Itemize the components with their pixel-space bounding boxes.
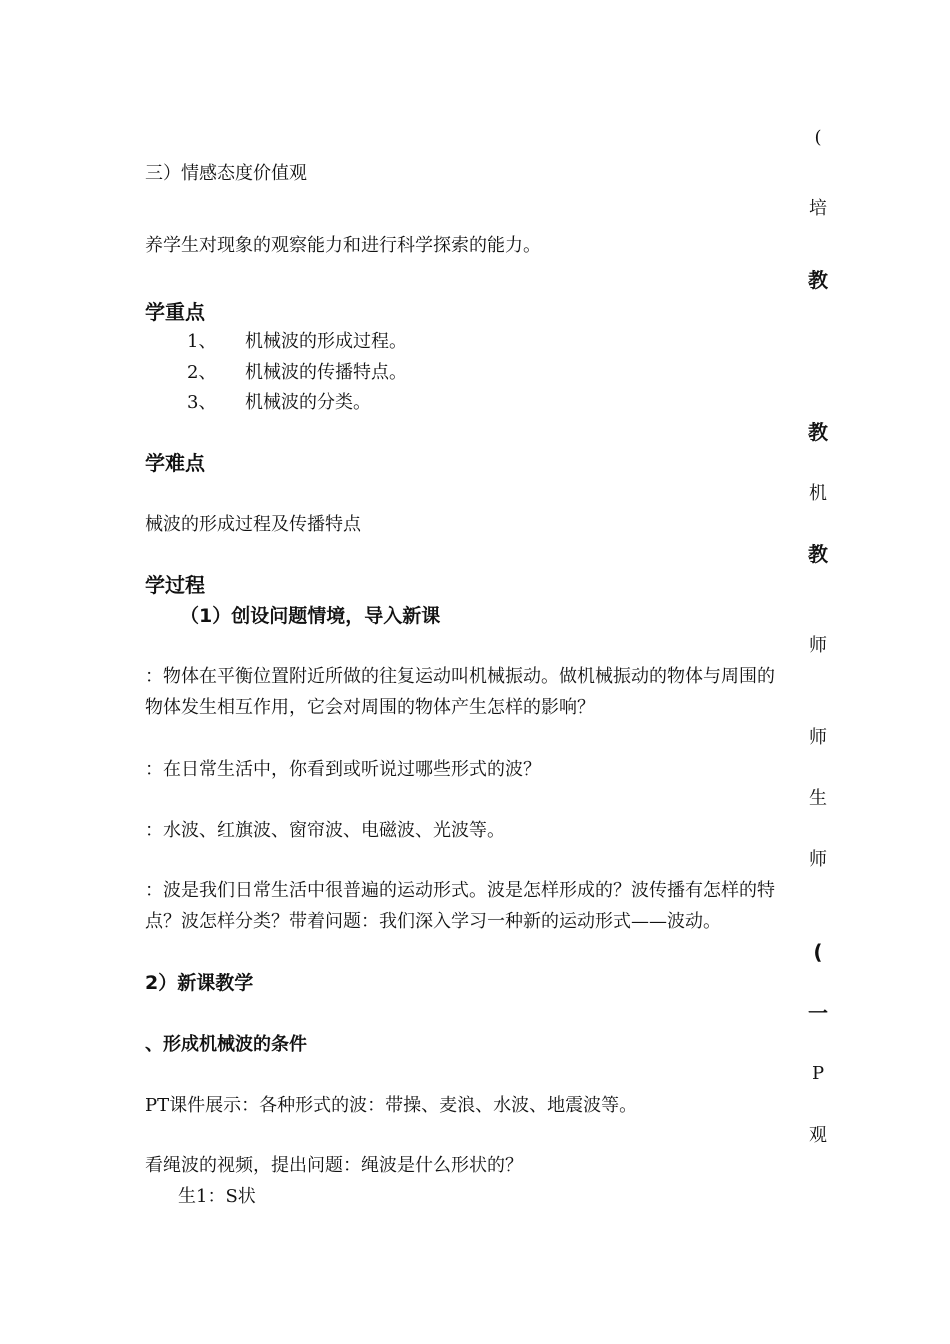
attitude-text: 养学生对现象的观察能力和进行科学探索的能力。 [145,235,541,256]
step1-heading: （1）创设问题情境，导入新课 [180,605,441,627]
margin-char: ( [813,940,823,964]
margin-char: ( [814,127,822,148]
paragraph-line: ：水波、红旗波、窗帘波、电磁波、光波等。 [145,820,505,841]
key-point-text: 机械波的形成过程。 [245,331,407,352]
student-answer: 生1：S状 [178,1186,256,1207]
margin-char: 教 [808,542,828,566]
margin-char: 生 [809,788,827,809]
key-point-item [187,361,407,385]
paragraph-line: 物体发生相互作用，它会对周围的物体产生怎样的影响？ [145,697,595,718]
key-point-number: 3、 [187,392,217,413]
paragraph-line: 点？波怎样分类？带着问题：我们深入学习一种新的运动形式——波动。 [145,911,721,932]
difficult-heading: 学难点 [145,451,205,475]
step2-heading: 2）新课教学 [145,972,254,994]
key-point-item [187,391,371,415]
difficult-text: 械波的形成过程及传播特点 [145,514,361,535]
paragraph-line: PT课件展示：各种形式的波：带操、麦浪、水波、地震波等。 [145,1095,638,1116]
key-point-text: 机械波的传播特点。 [245,362,407,383]
margin-char: 师 [809,727,827,748]
paragraph-line: ：在日常生活中，你看到或听说过哪些形式的波？ [145,759,541,780]
paragraph-line: ：波是我们日常生活中很普遍的运动形式。波是怎样形成的？波传播有怎样的特 [145,880,775,901]
margin-char: 教 [808,268,828,292]
margin-char: 师 [809,849,827,870]
key-point-number: 1、 [187,331,217,352]
section-attitude: 三）情感态度价值观 [145,163,307,184]
margin-char: 培 [809,198,827,219]
key-point-number: 2、 [187,362,217,383]
key-points-heading: 学重点 [145,300,205,324]
margin-char: P [811,1063,825,1084]
process-heading: 学过程 [145,573,205,597]
margin-char: 观 [809,1125,827,1146]
key-point-item [187,330,407,354]
paragraph-line: 看绳波的视频，提出问题：绳波是什么形状的？ [145,1155,523,1176]
margin-char: 教 [808,420,828,444]
paragraph-line: ：物体在平衡位置附近所做的往复运动叫机械振动。做机械振动的物体与周围的 [145,666,775,687]
margin-char: 一 [808,1001,828,1025]
margin-char: 师 [809,635,827,656]
margin-char: 机 [809,483,827,504]
key-point-text: 机械波的分类。 [245,392,371,413]
sub1-heading: 、形成机械波的条件 [145,1034,307,1055]
